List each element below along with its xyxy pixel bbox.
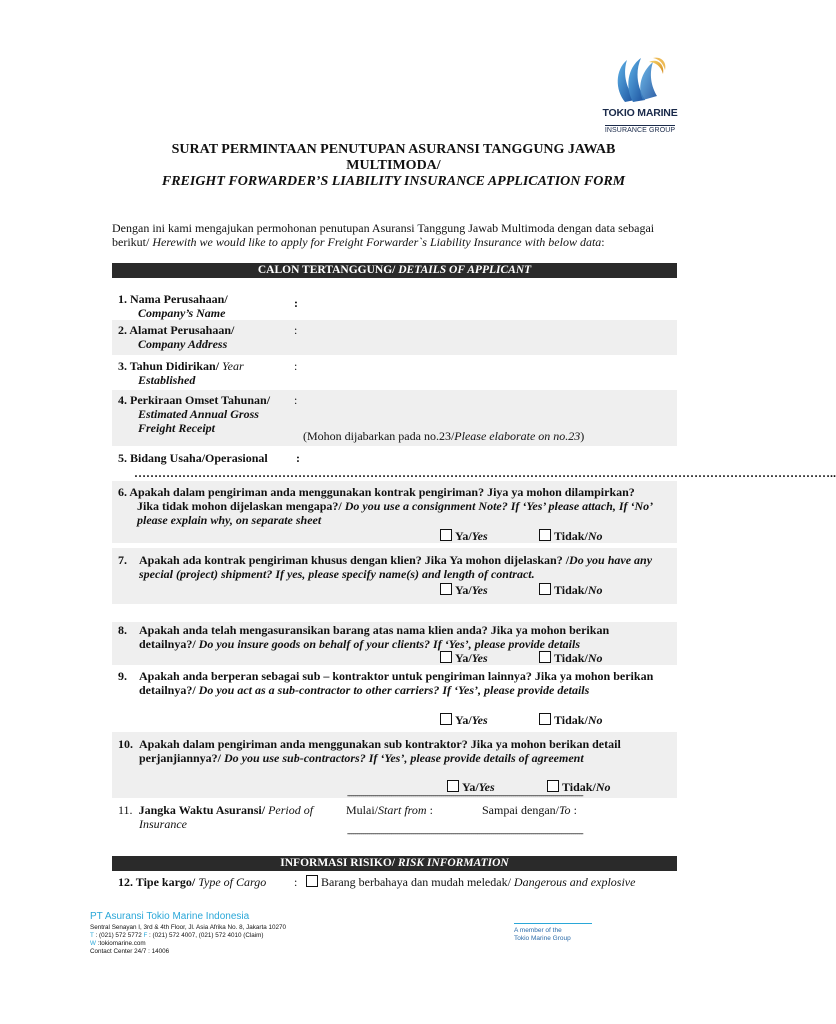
q10-no-option[interactable]: Tidak/No: [547, 780, 610, 795]
footer-company-name: PT Asuransi Tokio Marine Indonesia: [90, 911, 250, 922]
question-8: 8. Apakah anda telah mengasuransikan barang atas nama klien anda? Jika ya mohon berikan detailnya?/ Do you insure goods on behalf of your clients? If ‘Yes’, please provide details: [118, 623, 610, 651]
year-established-input[interactable]: [304, 358, 674, 388]
field-year-established-label: 3. Tahun Didirikan/ Year Established: [118, 359, 244, 387]
company-logo: [590, 52, 690, 137]
q7-yes-option[interactable]: Ya/Yes: [440, 583, 488, 598]
period-start-field[interactable]: Mulai/Start from :: [346, 803, 433, 817]
q10-yes-option[interactable]: Ya/Yes: [447, 780, 495, 795]
period-line-top: ----------------------------------------------------------------------------------------------------------------------: [347, 790, 583, 800]
q8-yes-option[interactable]: Ya/Yes: [440, 651, 488, 666]
period-end-field[interactable]: Sampai dengan/To :: [482, 803, 577, 817]
q9-no-checkbox[interactable]: [539, 713, 551, 725]
section-header-risk: INFORMASI RISIKO/ RISK INFORMATION: [112, 856, 677, 871]
field-company-address-label: 2. Alamat Perusahaan/ Company Address: [118, 323, 235, 351]
annual-turnover-input[interactable]: [304, 393, 674, 421]
field-business-label: 5. Bidang Usaha/Operasional: [118, 451, 268, 465]
field-annual-turnover-colon: :: [294, 393, 298, 407]
intro-line-1: Dengan ini kami mengajukan permohonan penutupan Asuransi Tanggung Jawab Multimoda dengan data sebagai: [112, 221, 655, 235]
cargo-dangerous-option[interactable]: Barang berbahaya dan mudah meledak/ Dangerous and explosive: [306, 875, 635, 889]
question-7: 7. Apakah ada kontrak pengiriman khusus dengan klien? Jika Ya mohon dijelaskan? /Do you have any special (project) shipment? If yes, please specify name(s) and length of contract.: [118, 553, 653, 581]
company-name-input[interactable]: [304, 292, 674, 318]
question-10: 10. Apakah dalam pengiriman anda menggunakan sub kontraktor? Jika ya mohon berikan detail perjanjiannya?/ Do you use sub-contractors? If ‘Yes’, please provide details of agreement: [118, 737, 621, 765]
question-6: 6. Apakah dalam pengiriman anda menggunakan kontrak pengiriman? Jiya ya mohon dilampirkan? Jika tidak mohon dijelaskan mengapa?/ Do you use a consignment Note? If ‘Yes’ please attach, If ‘No’ please explain why, on separate sheet: [118, 485, 654, 527]
q8-no-checkbox[interactable]: [539, 651, 551, 663]
q7-no-option[interactable]: Tidak/No: [539, 583, 602, 598]
field-business-colon: :: [296, 451, 300, 465]
field-cargo-type-label: 12. Tipe kargo/ Type of Cargo: [118, 875, 267, 889]
business-input-dots[interactable]: …………………………………………………………………………………………………………………………………………………………..: [134, 466, 836, 480]
period-line-bottom: ----------------------------------------------------------------------------------------------------------------------: [347, 828, 583, 838]
title-line-2: MULTIMODA/: [346, 158, 441, 173]
brand-group: INSURANCE GROUP: [604, 127, 676, 134]
brand-name: TOKIO MARINE: [602, 107, 678, 119]
intro-text: [112, 221, 678, 249]
field-year-established-colon: :: [294, 359, 298, 373]
company-address-input[interactable]: [304, 322, 674, 352]
tokio-marine-logo-icon: [613, 52, 667, 108]
q6-yes-checkbox[interactable]: [440, 529, 452, 541]
footer-member-rule: [514, 923, 592, 924]
q6-no-checkbox[interactable]: [539, 529, 551, 541]
q8-no-option[interactable]: Tidak/No: [539, 651, 602, 666]
q6-yes-option[interactable]: Ya/Yes: [440, 529, 488, 544]
question-9: 9. Apakah anda berperan sebagai sub – kontraktor untuk pengiriman lainnya? Jika ya mohon berikan detailnya?/ Do you act as a sub-contractor to other carriers? If ‘Yes’, please provide details: [118, 669, 654, 697]
footer-member: A member of the Tokio Marine Group: [514, 927, 571, 942]
q9-yes-checkbox[interactable]: [440, 713, 452, 725]
footer-address: Sentral Senayan I, 3rd & 4th Floor, Jl. Asia Afrika No. 8, Jakarta 10270 T : (021) 572 5772 F : (021) 572 4007, (021) 572 4010 (Claim) W :tokiomarine.com Contact Center 24/7 : 14006: [90, 924, 287, 955]
q9-no-option[interactable]: Tidak/No: [539, 713, 602, 728]
q9-yes-option[interactable]: Ya/Yes: [440, 713, 488, 728]
cargo-dangerous-checkbox[interactable]: [306, 875, 318, 887]
q6-no-option[interactable]: Tidak/No: [539, 529, 602, 544]
section-header-applicant: CALON TERTANGGUNG/ DETAILS OF APPLICANT: [112, 263, 677, 278]
title-line-1: SURAT PERMINTAAN PENUTUPAN ASURANSI TANGGUNG JAWAB: [171, 142, 616, 157]
q8-yes-checkbox[interactable]: [440, 651, 452, 663]
q7-no-checkbox[interactable]: [539, 583, 551, 595]
q7-yes-checkbox[interactable]: [440, 583, 452, 595]
intro-line-2: berikut/ Herewith we would like to apply for Freight Forwarder`s Liability Insurance with below data:: [112, 235, 605, 249]
annual-turnover-note: (Mohon dijabarkan pada no.23/Please elaborate on no.23): [303, 429, 585, 443]
title-line-3: FREIGHT FORWARDER’S LIABILITY INSURANCE APPLICATION FORM: [161, 174, 626, 189]
field-cargo-type-colon: :: [294, 875, 298, 889]
field-company-name-label: 1. Nama Perusahaan/ Company’s Name: [118, 292, 228, 320]
page-title: [110, 142, 677, 190]
field-period-label: 11. Jangka Waktu Asuransi/ Period of Insurance: [118, 803, 314, 831]
field-annual-turnover-label: 4. Perkiraan Omset Tahunan/ Estimated Annual Gross Freight Receipt: [118, 393, 271, 435]
field-company-name-colon: :: [294, 296, 298, 310]
field-company-address-colon: :: [294, 323, 298, 337]
